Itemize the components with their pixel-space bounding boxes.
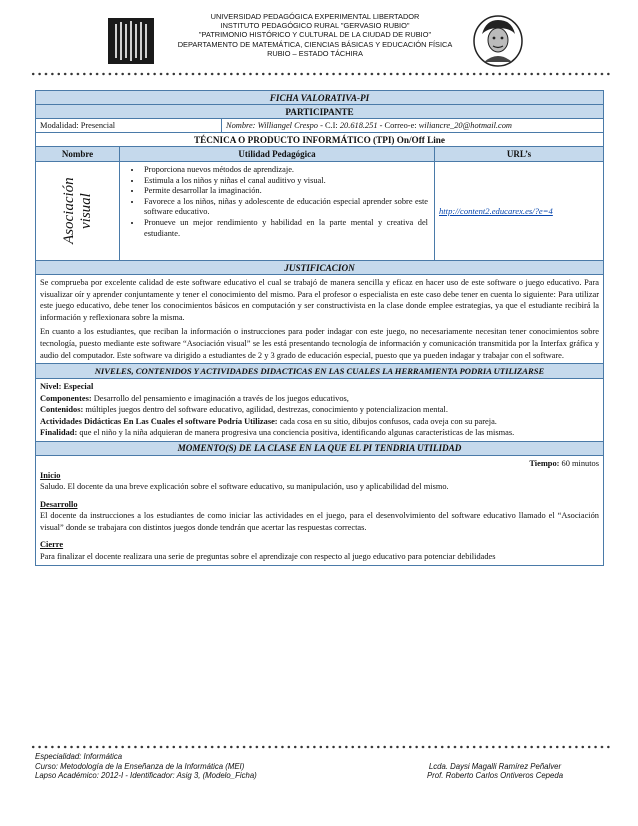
- components-label: Componentes:: [40, 393, 92, 403]
- email-value: wiliancre_20@hotmail.com: [418, 121, 512, 130]
- start-text: Saludo. El docente da una breve explicación sobre el software educativo, su manipulación, uso y aplicabilidad del mismo.: [40, 482, 449, 492]
- development-text: El docente da instrucciones a los estudiantes de como iniciar las actividades en el juego, para el desenvolvimiento del software educativo llamado el “Asociación visual” donde se trabajara con distintos juegos donde tendrán que acertar las respuestas correctas.: [40, 511, 599, 532]
- closing-text: Para finalizar el docente realizara una serie de preguntas sobre el aprendizaje con respecto al juego educativo para potenciar debilidades: [40, 551, 496, 561]
- levels-content: [36, 379, 603, 441]
- list-item: • Permite desarrollar la imaginación.: [142, 186, 428, 197]
- ci-label: - C.I:: [320, 121, 338, 130]
- moment-content: [36, 456, 603, 565]
- moment-header-text: MOMENTO(S) DE LA CLASE EN LA QUE EL PI TENDRIA UTILIDAD: [177, 443, 462, 454]
- tool-name: Asociación visual: [60, 177, 94, 245]
- benefits-list: [124, 165, 428, 239]
- footer-line: Lapso Académico: 2012-I - Identificador: Asig 3, (Modelo_Ficha): [35, 771, 257, 781]
- moment-header: [36, 442, 603, 456]
- institution-header: [160, 12, 470, 58]
- list-item: • Proporciona nuevos métodos de aprendizaje.: [142, 165, 428, 176]
- portrait-emblem-icon: [472, 14, 524, 68]
- justification-paragraph: En cuanto a los estudiantes, que reciban la información o instrucciones para poder indagar con este juego, no necesariamente necesitan tener conocimientos sobre tecnología, puesto mediante este software “Asociación visual” se les está presentando tecnología de información y comunicación transmitida por la Interfax gráfica y audio del computador. Este software va dirigido a estudiantes de 2 y 3 grado de educación especial, puesto que ya pueden indagar y trabajar con el software.: [40, 327, 599, 360]
- name-value: Williangel Crespo: [257, 121, 318, 130]
- closing-title: Cierre: [40, 540, 64, 550]
- url-cell: [435, 162, 603, 260]
- modality-text: Modalidad: Presencial: [40, 121, 116, 130]
- dotted-divider: [30, 72, 610, 76]
- name-label: Nombre:: [226, 121, 256, 130]
- participant-info-cell: [222, 119, 603, 132]
- contents-label: Contenidos:: [40, 405, 84, 415]
- contents-value: múltiples juegos dentro del software educativo, agilidad, destrezas, conocimiento y potencializacion mental.: [85, 405, 448, 415]
- justification-paragraph: Se comprueba por excelente calidad de este software educativo el cual se trabajó de manera sencilla y eficaz en hacer uso de este software o juego educativo. Para visualizar oír y aprender conjuntamente y tener el conocimiento del mismo. Para el profesor o especialista en este caso debe tener en cuenta lo siguiente: Para utilizar este juego educativo, debe tener los conocimientos básicos en computación y ser constructivista en la clase donde emplee estrategias, ya que el estudiante recibirá la información y reflexionara sobre la misma.: [40, 278, 599, 322]
- email-label: - Correo-e:: [379, 121, 417, 130]
- header-line: UNIVERSIDAD PEDAGÓGICA EXPERIMENTAL LIBERTADOR: [210, 12, 420, 21]
- footer-line: Prof. Roberto Carlos Ontiveros Cepeda: [426, 771, 564, 781]
- header-line: INSTITUTO PEDAGÓGICO RURAL "GERVASIO RUBIO": [220, 21, 410, 31]
- technique-columns: [36, 147, 603, 162]
- evaluation-form: [35, 90, 604, 566]
- header-line: "PATRIMONIO HISTÓRICO Y CULTURAL DE LA CIUDAD DE RUBIO": [198, 30, 432, 40]
- instructors: [395, 762, 595, 781]
- page-header: [0, 0, 638, 80]
- activities-label: Actividades Didácticas En Las Cuales el software Podría Utilizase:: [40, 416, 278, 426]
- university-logo-icon: [108, 18, 154, 64]
- form-title: [36, 91, 603, 105]
- footer-line: Lcda. Daysi Magalli Ramírez Peñalver: [428, 761, 562, 771]
- col-name-header: Nombre: [36, 147, 120, 161]
- participant-row: [36, 119, 603, 133]
- dotted-divider: [30, 745, 610, 749]
- justification-row: [36, 275, 603, 364]
- participant-header-text: PARTICIPANTE: [285, 106, 354, 117]
- list-item: • Favorece a los niños, niñas y adolescente de educación especial aprender sobre este software educativo.: [142, 197, 428, 218]
- header-line: DEPARTAMENTO DE MATEMÁTICA, CIENCIAS BÁSICAS Y EDUCACIÓN FÍSICA: [177, 39, 453, 49]
- components-value: Desarrollo del pensamiento e imaginación a través de los juegos educativos,: [93, 393, 349, 403]
- time-label: Tiempo:: [529, 458, 560, 468]
- course-info: [35, 752, 365, 781]
- footer-line: Especialidad: Informática: [35, 752, 123, 761]
- technique-header: [36, 133, 603, 147]
- duration: [40, 458, 599, 469]
- col-utility-header: Utilidad Pedagógica: [120, 147, 435, 161]
- levels-header-text: NIVELES, CONTENIDOS Y ACTIVIDADES DIDACTICAS EN LAS CUALES LA HERRAMIENTA PODRIA UTILIZARSE: [94, 366, 545, 377]
- level-label: Nivel: Especial: [40, 382, 94, 392]
- activities-value: cada cosa en su sitio, dibujos confusos, cada oveja con su pareja.: [279, 416, 497, 426]
- tool-name-cell: [36, 162, 120, 260]
- list-item: • Pronueve un mejor rendimiento y habilidad en la parte mental y creativa del estudiante.: [142, 218, 428, 239]
- time-value: 60 minutos: [561, 458, 599, 468]
- purpose-value: que el niño y la niña adquieran de manera progresiva una conciencia positiva, identificando algunas características de las mismas.: [79, 428, 515, 438]
- list-item: • Estimula a los niños y niñas el canal auditivo y visual.: [142, 176, 428, 187]
- footer-line: Curso: Metodología de la Enseñanza de la Informática (MEI): [35, 761, 245, 771]
- purpose-label: Finalidad:: [40, 428, 78, 438]
- levels-header: [36, 364, 603, 379]
- utility-cell: [120, 162, 435, 260]
- levels-row: [36, 379, 603, 442]
- justification-header-text: JUSTIFICACION: [284, 262, 355, 273]
- development-title: Desarrollo: [40, 499, 78, 509]
- moment-row: [36, 456, 603, 565]
- header-line: RUBIO – ESTADO TÁCHIRA: [267, 48, 363, 58]
- form-title-text: FICHA VALORATIVA-PI: [269, 92, 370, 103]
- tool-url-link[interactable]: http://content2.educarex.es/?e=4: [439, 206, 553, 216]
- justification-text: [36, 275, 603, 363]
- participant-header: [36, 105, 603, 119]
- justification-header: [36, 261, 603, 275]
- technique-row: [36, 162, 603, 261]
- technique-header-text: TÉCNICA O PRODUCTO INFORMÁTICO (TPI) On/Off Line: [194, 134, 445, 145]
- col-url-header: URL’s: [435, 147, 603, 161]
- start-title: Inicio: [40, 471, 61, 481]
- ci-value: 20.618.251: [339, 121, 378, 130]
- modality-cell: [36, 119, 222, 132]
